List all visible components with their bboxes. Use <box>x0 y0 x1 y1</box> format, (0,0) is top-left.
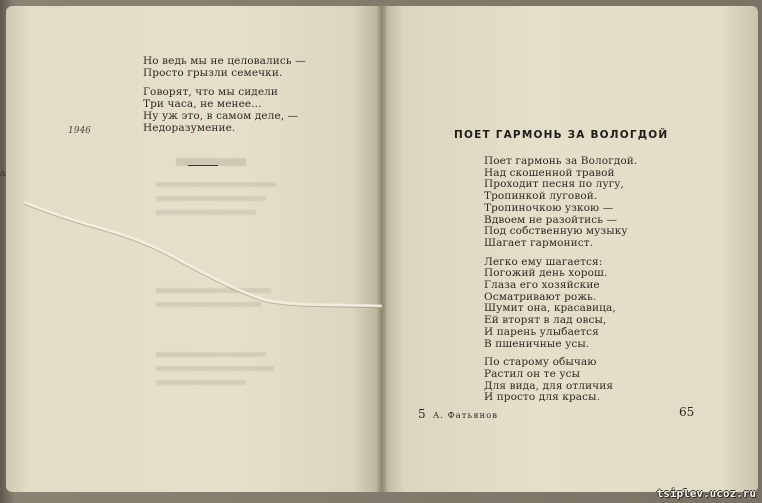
section-divider <box>188 165 218 166</box>
poem-line: Поет гармонь за Вологдой. <box>484 155 638 167</box>
poem-line: Легко ему шагается: <box>484 255 603 268</box>
poem-line: Но ведь мы не целовались — <box>143 55 306 67</box>
poem-line: И просто для красы. <box>484 391 601 404</box>
poem-line: Над скошенной травой <box>484 166 615 179</box>
poem-line: Проходит песня по лугу, <box>484 178 624 191</box>
right-stanza-1 <box>484 156 637 250</box>
poem-line: Тропинкой луговой. <box>484 190 598 203</box>
poem-line: Осматривают рожь. <box>484 290 597 303</box>
poem-line: Шагает гармонист. <box>484 236 594 249</box>
poem-line: Ей вторят в лад овсы, <box>484 314 607 327</box>
printer-signature <box>418 407 498 421</box>
poem-year: 1946 <box>68 126 91 136</box>
poem-line: Ну уж это, в самом деле, — <box>143 109 299 122</box>
poem-line: Глаза его хозяйские <box>484 279 600 292</box>
poem-line: Три часа, не менее... <box>143 98 262 111</box>
poem-line: И парень улыбается <box>484 325 599 338</box>
poem-line: Под собственную музыку <box>484 225 628 238</box>
poem-line: Погожий день хорош. <box>484 267 608 280</box>
signature-number: 5 <box>418 407 426 421</box>
open-book <box>6 6 758 492</box>
right-poem <box>484 156 637 411</box>
right-stanza-3 <box>484 357 637 404</box>
poem-line: Просто грызли семечки. <box>143 66 283 79</box>
poem-line: Недоразумение. <box>143 121 236 134</box>
poem-line: Растил он те усы <box>484 367 581 380</box>
poem-line: В пшеничные усы. <box>484 337 590 350</box>
poem-line: Вдвоем не разойтись — <box>484 213 618 226</box>
left-stanza-2 <box>143 87 306 134</box>
site-watermark: tsiplev.ucoz.ru <box>656 487 756 500</box>
poem-title: ПОЕТ ГАРМОНЬ ЗА ВОЛОГДОЙ <box>454 129 669 141</box>
left-stanza-1 <box>143 56 306 79</box>
poem-line: Шумит она, красавица, <box>484 302 616 315</box>
right-stanza-2 <box>484 257 637 351</box>
poem-line: Говорят, что мы сидели <box>143 86 279 99</box>
edge-mark: ʌ <box>0 168 6 179</box>
left-poem <box>143 56 306 141</box>
signature-author: А. Фатьянов <box>432 411 499 421</box>
poem-line: Тропиночкою узкою — <box>484 201 614 214</box>
page-number: 65 <box>679 405 695 419</box>
poem-line: По старому обычаю <box>484 356 597 369</box>
poem-line: Для вида, для отличия <box>484 379 614 392</box>
